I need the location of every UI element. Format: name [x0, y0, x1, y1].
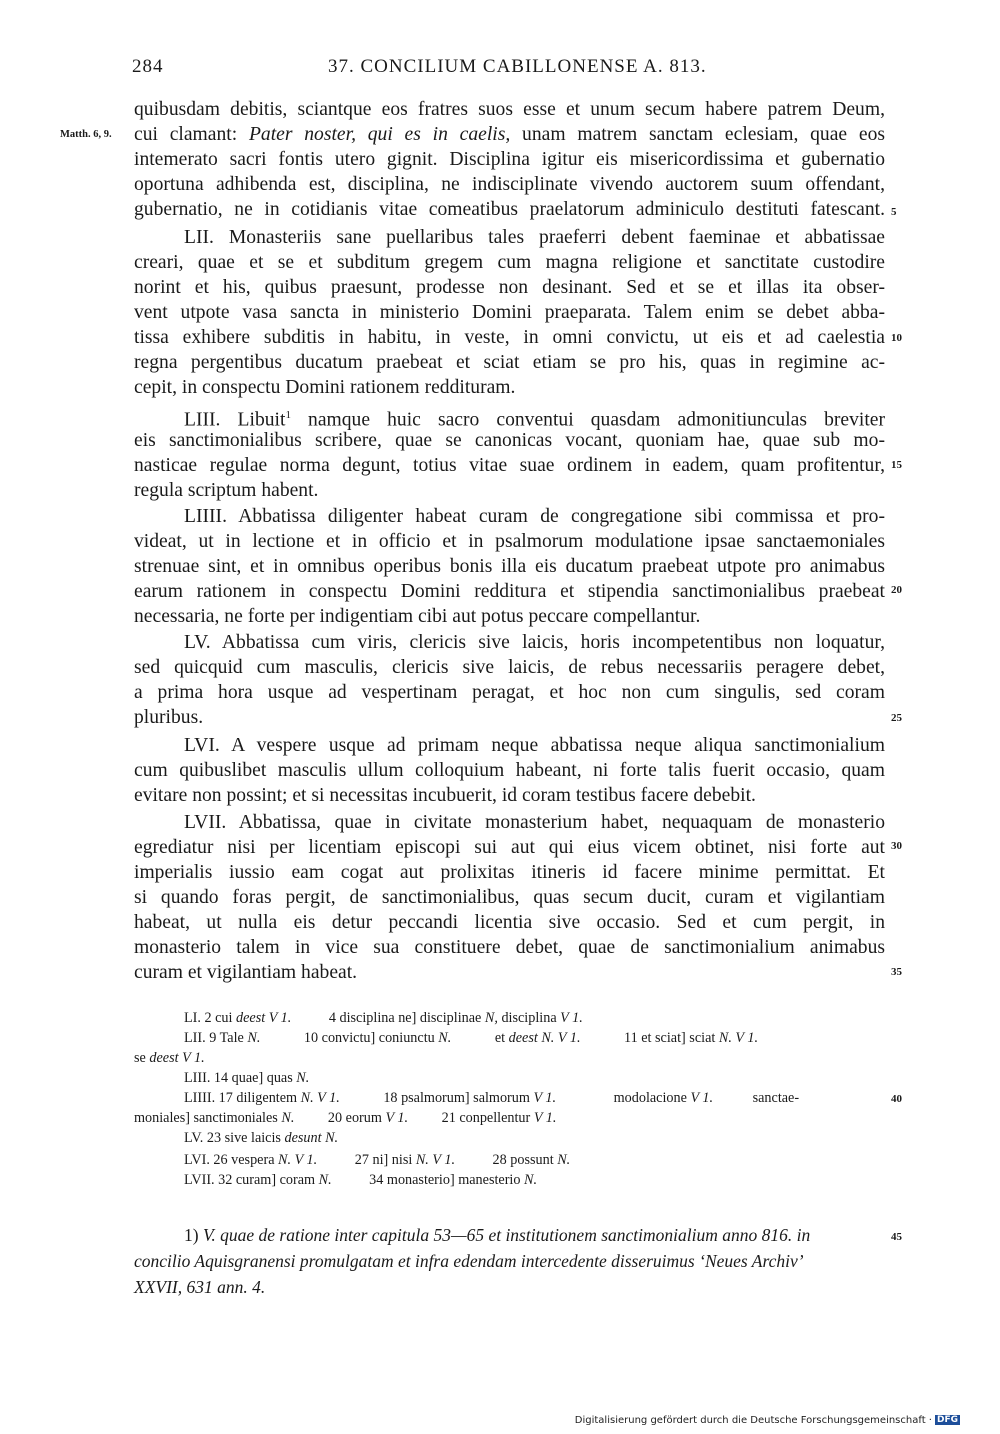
line-number: 15 [891, 459, 902, 471]
chapter-start-liiii: LIIII. Abbatissa diligenter habeat curam de congregatione sibi commissa et pro- [184, 506, 885, 527]
line-number: 5 [891, 206, 897, 218]
body-line: imperialis iussio eam cogat aut prolixitas itineris id facere minime permittat. Et [134, 862, 885, 883]
apparatus-line-lvii: LVII. 32 curam] coram N. 34 monasterio] manesterio N. [184, 1172, 538, 1188]
body-line: vent utpote vasa sancta in ministerio Domini praeparata. Talem enim se debet abba- [134, 302, 885, 323]
body-line: nasticae regulae norma degunt, totius vitae suae ordinem in eadem, quam profitentur, [134, 455, 885, 476]
chapter-start-liii: LIII. Libuit$^1$ namque huic sacro conventui quasdam admonitiunculas breviter [184, 409, 886, 431]
apparatus-line-liii: LIII. 14 quae] quas N. [184, 1070, 310, 1086]
running-head: 37. CONCILIUM CABILLONENSE A. 813. [328, 56, 707, 77]
chapter-start-lvi: LVI. A vespere usque ad primam neque abbatissa neque aliqua sanctimonialium [184, 735, 885, 756]
body-line: tissa exhibere subditis in habitu, in veste, in omni convictu, ut eis et ad caelestia [134, 327, 885, 348]
body-line: creari, quae et se et subditum gregem cum magna religione et sanctitate custodire [134, 252, 885, 273]
body-line: monasterio talem in vice sua constituere debet, quae de sanctimonialium animabus [134, 937, 885, 958]
line-number: 45 [891, 1231, 902, 1243]
digitization-credit: Digitalisierung gefördert durch die Deutsche Forschungsgemeinschaft · DFG [574, 1415, 958, 1426]
scripture-quote: Pater noster, qui es in caelis, [248, 124, 511, 145]
apparatus-line-li: LI. 2 cui deest V 1. 4 disciplina ne] disciplinae N, disciplina V 1. [184, 1010, 583, 1026]
footnote-line: 1) V. quae de ratione inter capitula 53—65 et institutionem sanctimonialium anno 816. in [184, 1225, 811, 1245]
apparatus-line-lv: LV. 23 sive laicis desunt N. [184, 1130, 339, 1146]
footnote-line: XXVII, 631 ann. 4. [134, 1277, 266, 1297]
apparatus-line-lvi: LVI. 26 vespera N. V 1. 27 ni] nisi N. V 1. 28 possunt N. [184, 1152, 571, 1168]
body-line: eis sanctimonialibus scribere, quae se canonicas vocant, quoniam hae, quae sub mo- [134, 430, 885, 451]
body-line: norint et his, quibus praesunt, prodesse non desinant. Sed et se et illas ita obser- [134, 277, 885, 298]
dfg-logo: DFG [936, 1415, 958, 1425]
apparatus-line-lii: LII. 9 Tale N. 10 convictu] coniunctu N. et deest N. V 1. 11 et sciat] sciat N. V 1. [184, 1030, 759, 1046]
chapter-start-lvii: LVII. Abbatissa, quae in civitate monasterium habet, nequaquam de monasterio [184, 812, 885, 833]
body-line: cum quibuslibet masculis ullum colloquium habeant, ni forte talis fuerit occasio, quam [134, 760, 885, 781]
line-number: 35 [891, 966, 902, 978]
line-number: 30 [891, 840, 902, 852]
apparatus-line-liiii: LIIII. 17 diligentem N. V 1. 18 psalmorum] salmorum V 1. modolacione V 1. sanctae- [184, 1090, 800, 1106]
body-line: strenuae sint, et in omnibus operibus bonis illa eis ducatum praebeat utpote pro animabus [134, 556, 885, 577]
body-line: cui clamant: Pater noster, qui es in caelis, unam matrem sanctam eclesiam, quae eos [134, 124, 886, 145]
page-number: 284 [132, 56, 164, 77]
body-line: intemerato sacri fontis utero gignit. Disciplina igitur eis misericordissima et gubernatio [134, 149, 885, 170]
chapter-start-lii: LII. Monasteriis sane puellaribus tales praeferri debent faeminae et abbatissae [184, 227, 885, 248]
body-line: regula scriptum habent. [134, 480, 319, 501]
body-line: a prima hora usque ad vespertinam peragat, et hoc non cum singulis, sed coram [134, 682, 885, 703]
line-number: 25 [891, 712, 902, 724]
body-line: earum rationem in conspectu Domini reddituга et stipendia sanctimonialibus praebeat [134, 581, 885, 602]
body-line: videat, ut in lectione et in officio et in psalmorum modulatione ipsae sanctaemoniales [134, 531, 885, 552]
body-line: evitare non possint; et si necessitas incubuerit, id coram testibus facere debebit. [134, 785, 756, 806]
body-line: egrediatur nisi per licentiam episcopi sui aut qui eius vicem obtinet, nisi forte aut [134, 837, 885, 858]
margin-note: Matth. 6, 9. [60, 129, 112, 140]
body-line: pluribus. [134, 707, 204, 728]
body-line: cepit, in conspectu Domini rationem reddituram. [134, 377, 516, 398]
line-number: 20 [891, 584, 902, 596]
apparatus-line: se deest V 1. [134, 1050, 205, 1066]
body-line: sed quicquid cum masculis, clericis sive laicis, de rebus necessariis peragere debet, [134, 657, 885, 678]
body-line: necessaria, ne forte per indigentiam cibi aut potus peccare compellantur. [134, 606, 701, 627]
footnote-line: concilio Aquisgranensi promulgatam et infra edendam intercedente disseruimus ‘Neues Archiv’ [134, 1251, 804, 1271]
body-line: curam et vigilantiam habeat. [134, 962, 358, 983]
body-line: gubernatio, ne in cotidianis vitae comeatibus praelatorum adminiculo destituti fatescant. [134, 199, 885, 220]
body-line: si quando foras pergit, de sanctimonialibus, quas secum ducit, curam et vigilantiam [134, 887, 885, 908]
chapter-start-lv: LV. Abbatissa cum viris, clericis sive laicis, horis incompetentibus non loquatur, [184, 632, 885, 653]
body-line: regna pergentibus ducatum praebeat et sciat etiam se pro his, quas in regimine ac- [134, 352, 885, 373]
body-line: habeat, ut nulla eis detur peccandi licentia sive occasio. Sed et cum pergit, in [134, 912, 885, 933]
footnote-mark: 1 [285, 409, 291, 421]
line-number: 10 [891, 332, 902, 344]
line-number: 40 [891, 1093, 902, 1105]
apparatus-line: moniales] sanctimoniales N. 20 eorum V 1. 21 conpellentur V 1. [134, 1110, 557, 1126]
page-header [0, 56, 1000, 84]
body-line: oportuna adhibenda est, disciplina, ne indisciplinate vivendo auctorem suum offendant, [134, 174, 885, 195]
body-line: quibusdam debitis, sciantque eos fratres suos esse et unum secum habere patrem Deum, [134, 99, 885, 120]
